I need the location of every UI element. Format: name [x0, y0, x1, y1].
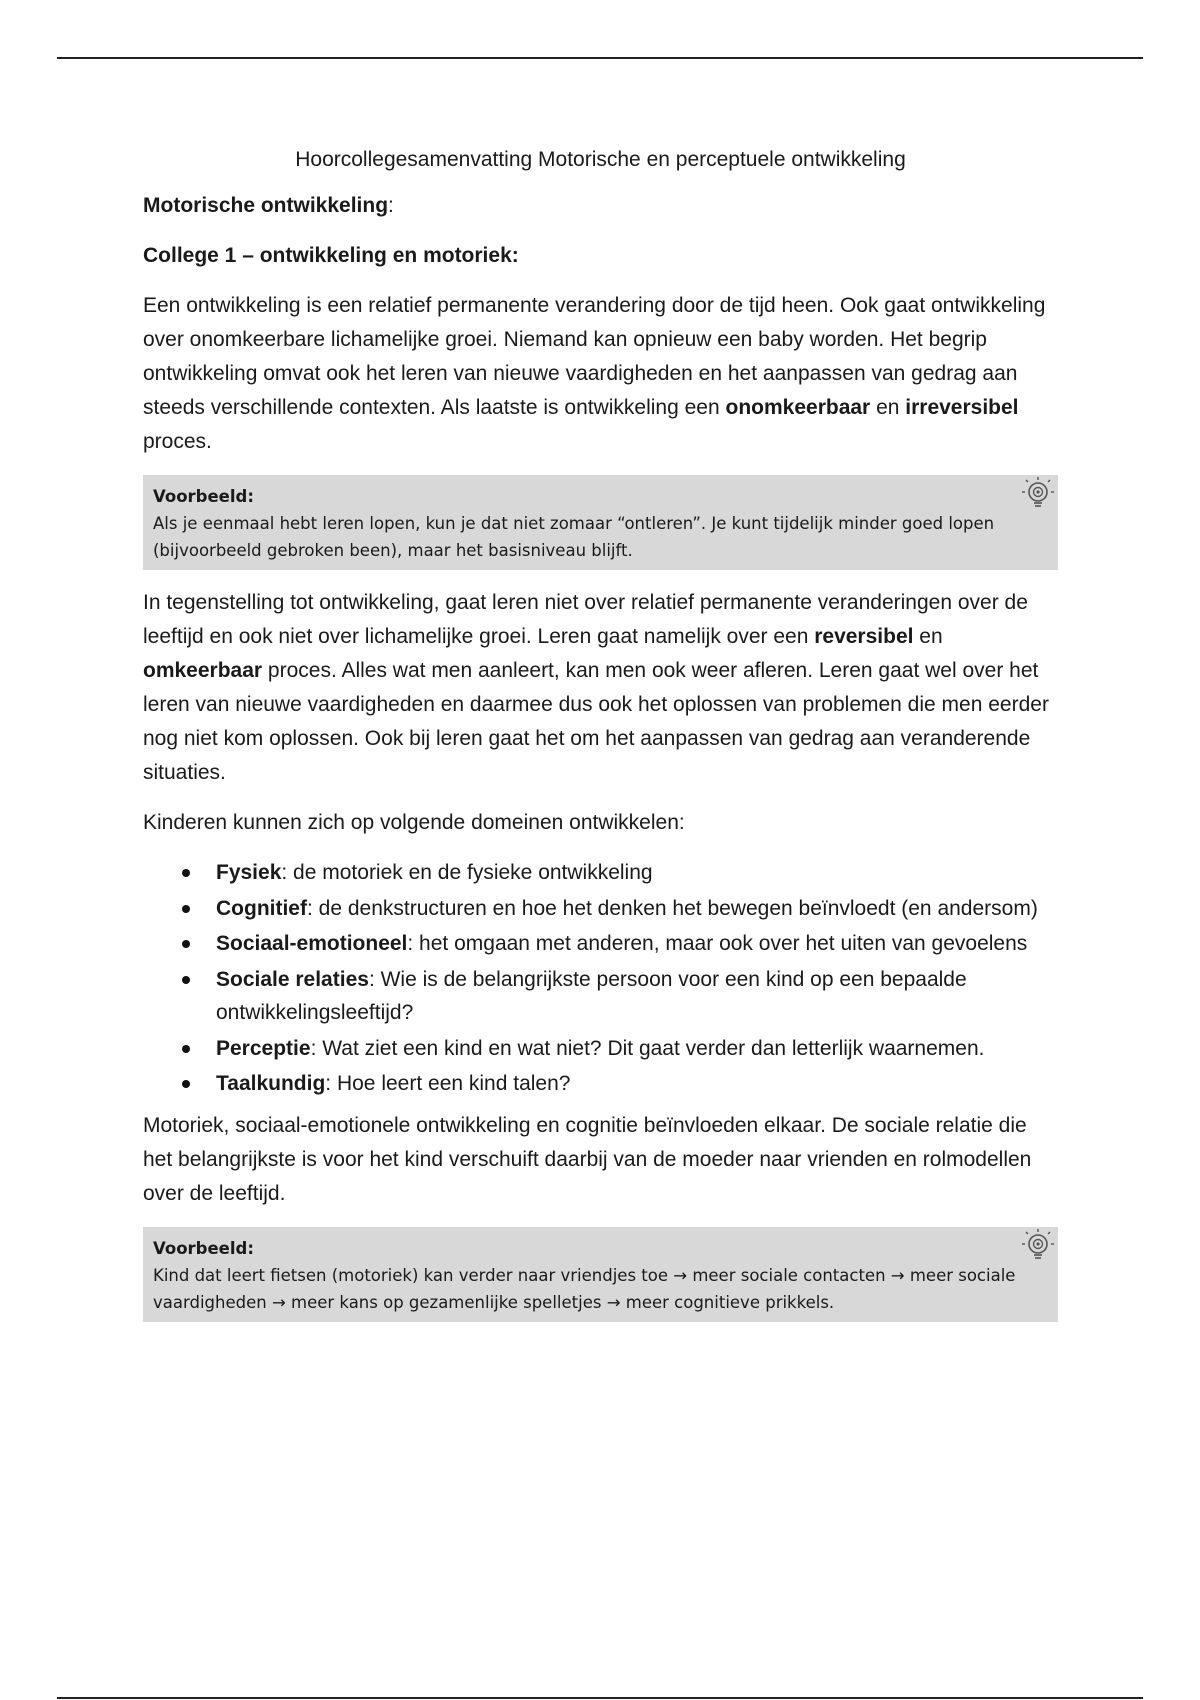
- paragraph-text: proces.: [143, 430, 212, 453]
- example-text: Als je eenmaal hebt leren lopen, kun je dat niet zomaar “ontleren”. Je kunt tijdelijk minder goed lopen (bijvoorbeeld gebroken been), maar het basisniveau blijft.: [153, 514, 995, 560]
- bold-term: reversibel: [814, 625, 914, 648]
- list-item: [216, 963, 1058, 1030]
- list-item: [216, 927, 1058, 961]
- list-item: [216, 892, 1058, 926]
- paragraph-learning: [143, 586, 1058, 790]
- bullet-icon: [182, 905, 190, 913]
- section-heading-text: Motorische ontwikkeling: [143, 194, 389, 217]
- domain-term: Perceptie: [216, 1036, 311, 1060]
- bold-term: onomkeerbaar: [725, 396, 871, 419]
- domain-desc: : het omgaan met anderen, maar ook over het uiten van gevoelens: [407, 932, 1028, 955]
- bold-term: omkeerbaar: [143, 659, 263, 682]
- domain-desc: : Wie is de belangrijkste persoon voor een kind op een bepaalde ontwikkelingsleeftijd?: [216, 967, 967, 1024]
- list-item: [216, 1032, 1058, 1066]
- example-text: Kind dat leert fietsen (motoriek) kan verder naar vriendjes toe → meer sociale contacten → meer sociale vaardigheden → meer kans op gezamenlijke spelletjes → meer cognitieve prikkels.: [153, 1265, 1016, 1312]
- paragraph-text: Een ontwikkeling is een relatief permanente verandering door de tijd heen. Ook gaat ontwikkeling over onomkeerbare lichamelijke groei. Niemand kan opnieuw een baby worden. Het begrip ontwikkeling omvat ook het leren van nieuwe vaardigheden en het aanpassen van gedrag aan steeds verschillende contexten. Als laatste is ontwikkeling een: [143, 294, 1046, 419]
- domain-term: Taalkundig: [216, 1072, 326, 1095]
- paragraph-text: In tegenstelling tot ontwikkeling, gaat leren niet over relatief permanente veranderingen over de leeftijd en ook niet over lichamelijke groei. Leren gaat namelijk over een: [143, 591, 1028, 648]
- domains-intro: Kinderen kunnen zich op volgende domeinen ontwikkelen:: [143, 811, 685, 834]
- domain-desc: : de motoriek en de fysieke ontwikkeling: [281, 861, 653, 884]
- paragraph-text: en: [870, 396, 906, 419]
- bullet-icon: [182, 1045, 190, 1053]
- domain-desc: : de denkstructuren en hoe het denken het bewegen beïnvloedt (en andersom): [306, 896, 1038, 920]
- example-label: Voorbeeld:: [153, 487, 254, 506]
- example-box: [143, 475, 1058, 570]
- college-heading: [143, 239, 1058, 273]
- college-heading-text: College 1 – ontwikkeling en motoriek:: [143, 244, 519, 267]
- domain-desc: : Wat ziet een kind en wat niet? Dit gaat verder dan letterlijk waarnemen.: [310, 1036, 985, 1060]
- lightbulb-icon: [1018, 475, 1058, 515]
- bottom-rule: [57, 1697, 1143, 1699]
- example-box: [143, 1227, 1058, 1322]
- paragraph-text: proces. Alles wat men aanleert, kan men ook weer afleren. Leren gaat wel over het leren van nieuwe vaardigheden en daarmee dus ook het oplossen van problemen die men eerder nog niet kom oplossen. Ook bij leren gaat het om het aanpassen van gedrag aan veranderende situaties.: [143, 659, 1049, 784]
- bullet-icon: [182, 940, 190, 948]
- section-heading: [143, 189, 1058, 223]
- list-item: [216, 1067, 1058, 1101]
- lightbulb-icon: [1018, 1227, 1058, 1267]
- document-body: [143, 140, 1058, 1338]
- domains-list: [143, 856, 1058, 1101]
- bold-term: irreversibel: [905, 396, 1019, 419]
- bullet-icon: [182, 1080, 190, 1088]
- paragraph-development: [143, 289, 1058, 459]
- domain-desc: : Hoe leert een kind talen?: [325, 1072, 571, 1095]
- bullet-icon: [182, 976, 190, 984]
- top-rule: [57, 57, 1143, 59]
- domain-term: Sociaal-emotioneel: [216, 932, 408, 955]
- domain-term: Fysiek: [216, 861, 282, 884]
- list-item: [216, 856, 1058, 890]
- paragraph-text: en: [913, 625, 943, 648]
- bullet-icon: [182, 869, 190, 877]
- domain-term: Sociale relaties: [216, 967, 369, 991]
- paragraph-interaction: Motoriek, sociaal-emotionele ontwikkeling en cognitie beïnvloeden elkaar. De sociale relatie die het belangrijkste is voor het kind verschuift daarbij van de moeder naar vrienden en rolmodellen over de leeftijd.: [143, 1113, 1032, 1205]
- example-label: Voorbeeld:: [153, 1238, 254, 1258]
- domain-term: Cognitief: [216, 896, 307, 920]
- document-title: Hoorcollegesamenvatting Motorische en perceptuele ontwikkeling: [295, 148, 906, 171]
- section-heading-colon: :: [388, 194, 394, 217]
